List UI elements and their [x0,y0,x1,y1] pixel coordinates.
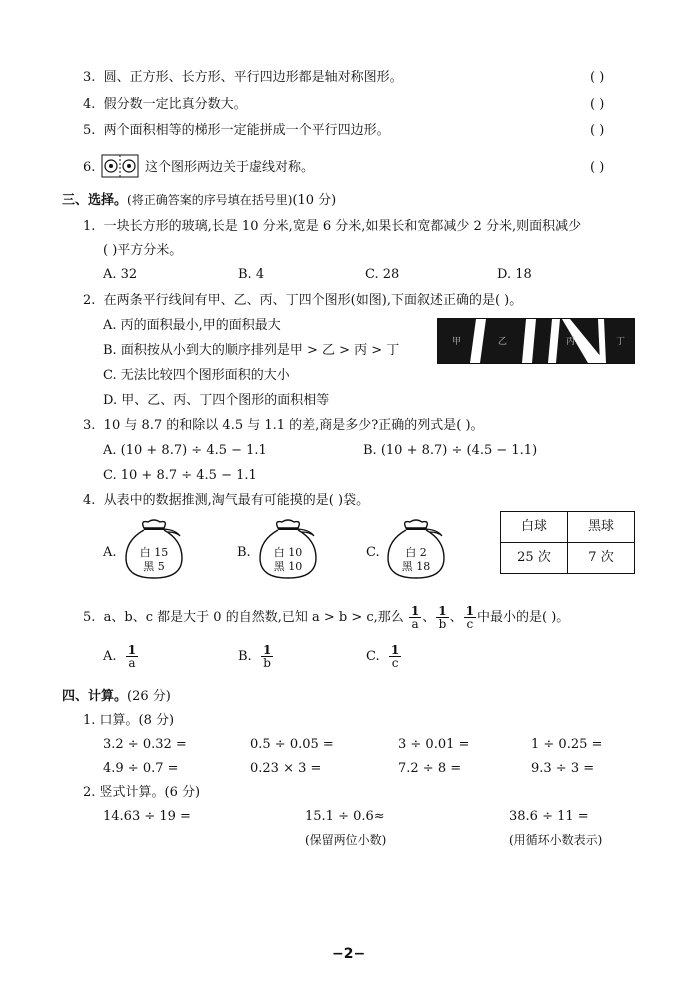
judge-answer-paren-5[interactable]: ( ) [590,123,605,138]
shape-label-ding: 丁 [616,337,626,347]
vertical-note-repeating-decimal: (用循环小数表示) [509,833,603,847]
q5-fraction-1-over-b: $\frac{1}{b}$ [438,604,447,631]
parallel-shapes-figure [437,318,635,364]
section-calc-header: 四、计算。(26 分) [62,689,171,704]
choice-q1-option-d[interactable]: D. 18 [497,267,532,282]
table-header-black: 黑球 [568,512,635,543]
choice-q1-line2: ( )平方分米。 [103,243,183,258]
choice-q1-option-a[interactable]: A. 32 [103,267,138,282]
vertical-note-two-decimals: (保留两位小数) [305,833,387,847]
oral-problem-5: 4.9 ÷ 0.7 = [103,761,179,776]
bag-b-black-count: 黑 10 [273,560,303,573]
section-choice-header: 三、选择。(将正确答案的序号填在括号里)(10 分) [62,193,337,208]
choice-q2-option-c[interactable]: C. 无法比较四个图形面积的大小 [103,368,290,383]
table-value-black: 7 次 [568,543,635,574]
oral-problem-7: 7.2 ÷ 8 = [398,761,462,776]
bag-a-letter[interactable]: A. [103,545,117,560]
choice-q2-option-a[interactable]: A. 丙的面积最小,甲的面积最大 [103,318,281,333]
judge-item-5: 5. 两个面积相等的梯形一定能拼成一个平行四边形。 [83,123,390,138]
vertical-calc-label: 2. 竖式计算。(6 分) [83,785,201,800]
bag-b-white-count: 白 10 [273,546,303,559]
judge-answer-paren-4[interactable]: ( ) [590,97,605,112]
symmetric-circles-figure [101,154,139,178]
table-header-white: 白球 [501,512,568,543]
bag-c-white-count: 白 2 [405,546,427,559]
bag-c-letter[interactable]: C. [366,545,380,560]
judge-item-4: 4. 假分数一定比真分数大。 [83,97,247,112]
table-value-white: 25 次 [501,543,568,574]
judge-item-6-text: 这个图形两边关于虚线对称。 [145,160,315,175]
judge-item-3: 3. 圆、正方形、长方形、平行四边形都是轴对称图形。 [83,70,403,85]
choice-q5-option-c[interactable]: C. $\frac{1}{c}$ [366,643,400,670]
shape-label-jia: 甲 [452,337,462,347]
oral-problem-8: 9.3 ÷ 3 = [531,761,595,776]
choice-q2-option-d[interactable]: D. 甲、乙、丙、丁四个图形的面积相等 [103,393,330,408]
vertical-problem-3: 38.6 ÷ 11 = [509,809,589,824]
choice-q3-option-c[interactable]: C. 10 + 8.7 ÷ 4.5 − 1.1 [103,468,257,483]
choice-q2-question: 2. 在两条平行线间有甲、乙、丙、丁四个图形(如图),下面叙述正确的是( )。 [83,293,523,308]
choice-q2-option-b[interactable]: B. 面积按从小到大的顺序排列是甲 > 乙 > 丙 > 丁 [103,343,400,358]
oral-problem-1: 3.2 ÷ 0.32 = [103,737,187,752]
bag-c-black-count: 黑 18 [401,560,431,573]
q5-fraction-1-over-c: $\frac{1}{c}$ [465,604,475,631]
vertical-problem-2: 15.1 ÷ 0.6≈ [305,809,385,824]
choice-q3-question: 3. 10 与 8.7 的和除以 4.5 与 1.1 的差,商是多少?正确的列式是( )。 [83,418,484,433]
choice-q1-option-b[interactable]: B. 4 [238,267,265,282]
judge-answer-paren-3[interactable]: ( ) [590,70,605,85]
judge-item-6-number: 6. [83,160,96,175]
oral-problem-2: 0.5 ÷ 0.05 = [250,737,334,752]
oral-calc-label: 1. 口算。(8 分) [83,713,175,728]
judge-answer-paren-6[interactable]: ( ) [590,160,605,175]
choice-q5-option-b[interactable]: B. $\frac{1}{b}$ [238,643,272,670]
page-number: −2− [332,946,366,962]
choice-q3-option-a[interactable]: A. (10 + 8.7) ÷ 4.5 − 1.1 [103,443,267,458]
choice-q5-question: 5. a、b、c 都是大于 0 的自然数,已知 a > b > c,那么 $\frac{1}{a}$ 、 $\frac{1}{b}$ 、 $\frac{1}{c}$ 中最小的是( )。 [83,604,570,631]
bag-a-white-count: 白 15 [139,546,169,559]
parallel-shapes-svg [438,319,634,363]
ball-count-table [500,511,635,574]
choice-q1-option-c[interactable]: C. 28 [365,267,400,282]
q5-fraction-1-over-a: $\frac{1}{a}$ [410,604,420,631]
oral-problem-6: 0.23 × 3 = [250,761,322,776]
oral-problem-4: 1 ÷ 0.25 = [531,737,603,752]
bag-a-black-count: 黑 5 [143,560,165,573]
choice-q1-line1: 1. 一块长方形的玻璃,长是 10 分米,宽是 6 分米,如果长和宽都减少 2 分米,则面积减少 [83,219,582,234]
choice-q4-question: 4. 从表中的数据推测,淘气最有可能摸的是( )袋。 [83,493,370,508]
vertical-problem-1: 14.63 ÷ 19 = [103,809,191,824]
choice-q5-option-a[interactable]: A. $\frac{1}{a}$ [103,643,137,670]
choice-q3-option-b[interactable]: B. (10 + 8.7) ÷ (4.5 − 1.1) [363,443,538,458]
bag-b-letter[interactable]: B. [237,545,251,560]
oral-problem-3: 3 ÷ 0.01 = [398,737,470,752]
shape-label-yi: 乙 [498,337,508,347]
shape-label-bing: 丙 [566,337,576,347]
